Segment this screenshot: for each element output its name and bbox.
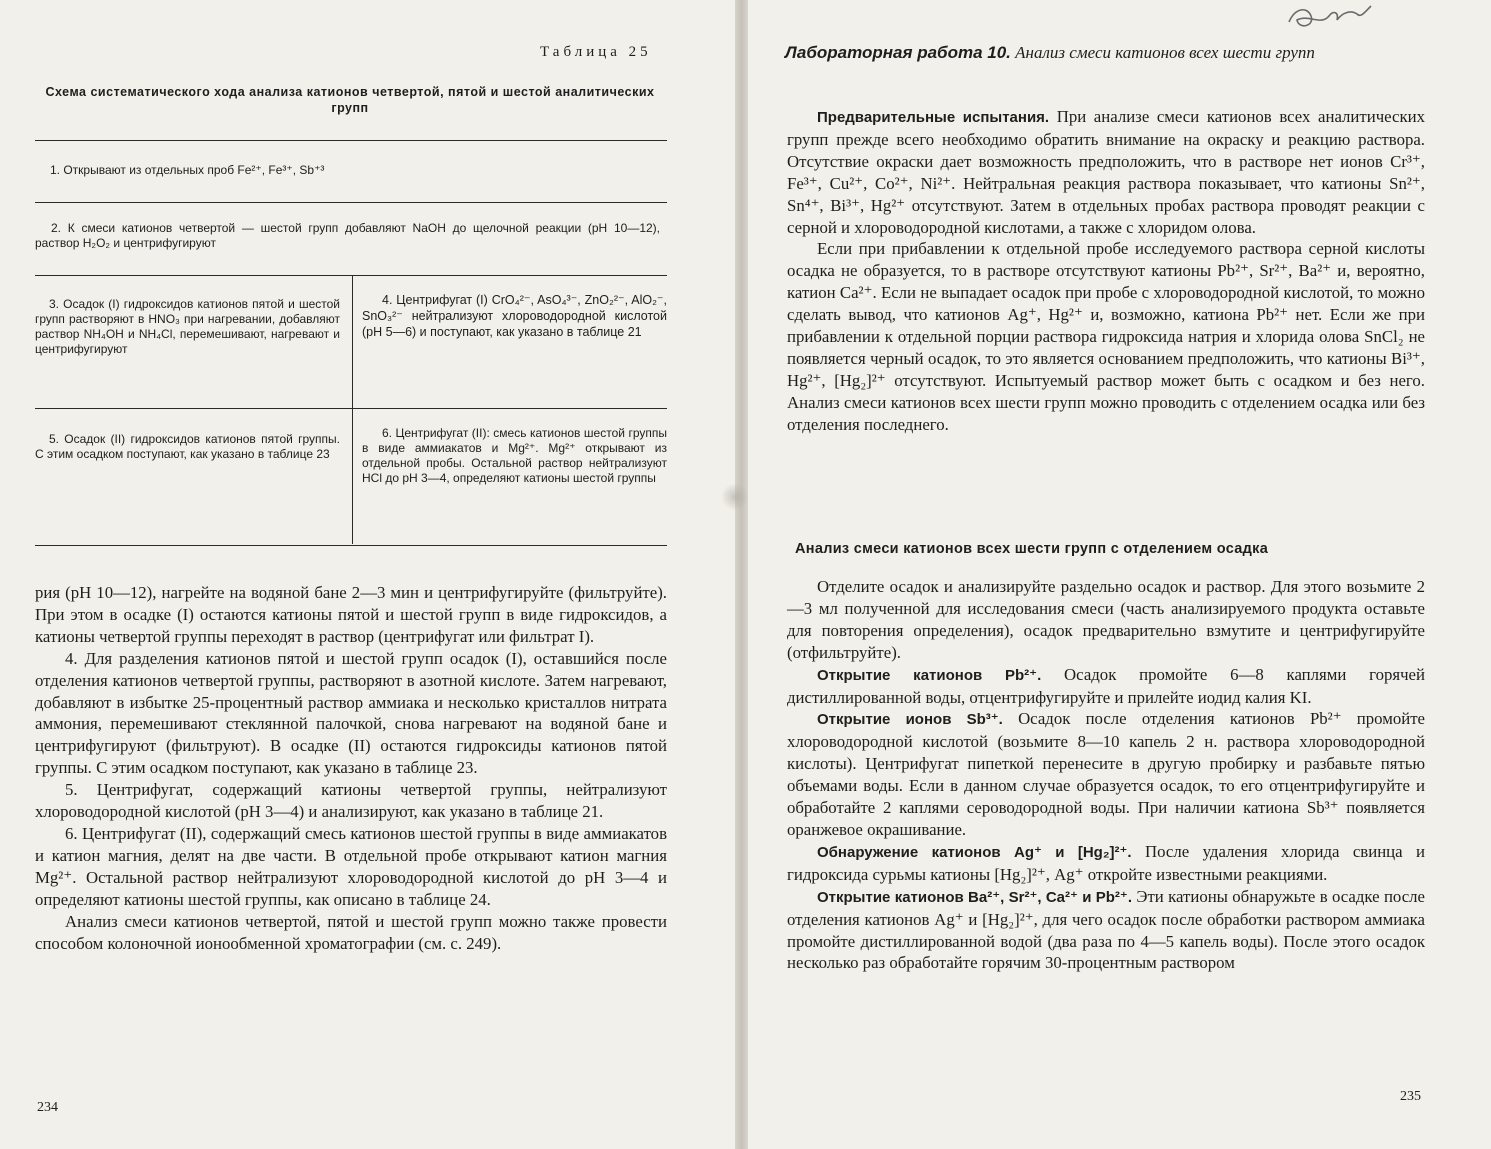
page-number-right: 235 (1400, 1089, 1421, 1104)
table-step-4: 4. Центрифугат (I) CrO₄²⁻, AsO₄³⁻, ZnO₂²⁻, AlO₂⁻, SnO₃²⁻ нейтрализуют хлороводородной кислотой (pH 5—6) и поступают, как указано в таблице 21 (362, 293, 667, 339)
ba-text: Эти катионы обнаружьте в осадке после отделения катионов Ag⁺ и [Hg₂]²⁺, для чего осадок после обработки раствором аммиака промойте дистиллированной водой (два раза по 4—5 капель воды). После этого осадок несколько раз обработайте горячим 30-процентным раствором (787, 886, 1425, 973)
paragraph: 5. Центрифугат, содержащий катионы четвертой группы, нейтрализуют хлороводородной кислотой (pH 3—4) и анализируют, как указано в таблице 21. (35, 780, 667, 822)
pb-label: Открытие катионов Pb²⁺. (817, 666, 1042, 684)
paper-stain (722, 482, 748, 512)
ag-text: После удаления хлорида свинца и гидроксида сурьмы катионы [Hg₂]²⁺, Ag⁺ откройте известными реакциями. (787, 841, 1425, 884)
sb-label: Открытие ионов Sb³⁺. (817, 711, 1003, 729)
table-column-divider (352, 276, 353, 408)
lab-label: Лабораторная работа 10. (785, 43, 1011, 62)
table-rule-bottom (35, 545, 667, 546)
table-step-3: 3. Осадок (I) гидроксидов катионов пятой и шестой групп растворяют в HNO₃ при нагревании, добавляют раствор NH₄OH и NH₄Cl, перемешивают, нагревают и центрифугируют (35, 297, 340, 356)
paragraph: 4. Для разделения катионов пятой и шестой групп осадок (I), оставшийся после отделения катионов четвертой группы, растворяют в азотной кислоте. Затем нагревают, добавляют в избытке 25-процентный раствор аммиака и несколько кристаллов нитрата аммония, перемешивают стеклянной палочкой, снова нагревают на водяной бане и центрифугируют (фильтруют). В осадке (II) остаются гидроксиды катионов пятой группы. С этим осадком поступают, как указано в таблице 23. (35, 648, 667, 778)
table-step-1: 1. Открывают из отдельных проб Fe²⁺, Fe³⁺, Sb⁺³ (50, 163, 325, 177)
table-rule-top (35, 140, 667, 141)
paragraph: Если при прибавлении к отдельной пробе исследуемого раствора серной кислоты осадка не образуется, то в растворе отсутствуют катионы Pb²⁺, Sr²⁺, Ba²⁺ и, вероятно, катион Ca²⁺. Если не выпадает осадок при пробе с хлороводородной кислотой, то можно сделать вывод, что катионов Ag⁺, Hg²⁺ и, возможно, катиона Pb²⁺ нет. Если же при прибавлении к отдельной порции раствора гидроксида натрия и хлорида олова SnCl₂ не появляется черный осадок, то это является основанием предположить, что катионы Bi³⁺, Hg²⁺, [Hg₂]²⁺ отсутствуют. Испытуемый раствор может быть с осадком и без него. Анализ смеси катионов всех шести групп можно проводить с отделением осадка или без отделения последнего. (787, 239, 1425, 434)
preliminary-label: Предварительные испытания. (817, 109, 1050, 126)
paragraph: рия (pH 10—12), нагрейте на водяной бане 2—3 мин и центрифугируйте (фильтруйте). При этом в осадке (I) остаются катионы пятой и шестой групп в виде гидроксидов, а катионы четвертой группы переходят в раствор (центрифугат или фильтрат I). (35, 583, 667, 646)
table-step-5: 5. Осадок (II) гидроксидов катионов пятой группы. С этим осадком поступают, как указано в таблице 23 (35, 432, 340, 461)
sb-text: Осадок после отделения катионов Pb²⁺ промойте хлороводородной кислотой (возьмите 8—10 капель 2 н. раствора хлороводородной кислоты). Центрифугат пипеткой перенесите в другую пробирку и разбавьте пятью объемами воды. Если в данном случае образуется осадок, то его отцентрифугируйте и обработайте 2 каплями сероводородной воды. При наличии катиона Sb³⁺ появляется оранжевое окрашивание. (787, 709, 1425, 839)
table-step-6: 6. Центрифугат (II): смесь катионов шестой группы в виде аммиакатов и Mg²⁺. Mg²⁺ открывают из отдельной пробы. Остальной раствор нейтрализуют HCl до pH 3—4, определяют катионы шестой группы (362, 426, 667, 485)
separation-section (787, 576, 1425, 974)
table-number: Таблица 25 (540, 44, 652, 60)
ba-label: Открытие катионов Ba²⁺, Sr²⁺, Ca²⁺ и Pb²⁺. (817, 888, 1133, 906)
paragraph: 6. Центрифугат (II), содержащий смесь катионов шестой группы в виде аммиакатов и катион магния, делят на две части. В отдельной пробе открывают катион магния Mg²⁺. Остальной раствор нейтрализуют хлороводородной кислотой до pH 3—4 и определяют катионы шестой группы, как описано в таблице 24. (35, 823, 667, 909)
lab-title (785, 42, 1425, 63)
preliminary-text: При анализе смеси катионов всех аналитических групп прежде всего необходимо обратить внимание на окраску и реакцию раствора. Отсутствие окраски дает возможность предположить, что в растворе нет ионов Cr³⁺, Fe³⁺, Cu²⁺, Co²⁺, Ni²⁺. Нейтральная реакция раствора показывает, что катионы Sn²⁺, Sn⁴⁺, Bi³⁺, Hg²⁺ отсутствуют. Затем в отдельных пробах раствора проводят реакции с серной и хлороводородной кислотами, а также с хлоридом олова. (787, 107, 1425, 237)
handwritten-signature (1285, 0, 1375, 35)
lab-heading: Анализ смеси катионов всех шести групп (1015, 43, 1315, 62)
table-step-2: 2. К смеси катионов четвертой — шестой групп добавляют NaOH до щелочной реакции (pH 10—12), раствор H₂O₂ и центрифугируют (35, 221, 660, 250)
section-heading: Анализ смеси катионов всех шести групп с отделением осадка (795, 541, 1269, 557)
table-rule (35, 202, 667, 203)
table-rule (35, 275, 667, 276)
left-body-text (35, 582, 667, 954)
table-title: Схема систематического хода анализа катионов четвертой, пятой и шестой аналитических групп (45, 85, 655, 115)
page-number-left: 234 (37, 1100, 58, 1115)
pb-text: Осадок промойте 6—8 каплями горячей дистиллированной воды, отцентрифугируйте и прилейте иодид калия KI. (787, 664, 1425, 707)
table-rule (35, 408, 667, 409)
preliminary-section (787, 106, 1425, 436)
table-column-divider (352, 409, 353, 544)
book-gutter (735, 0, 748, 1149)
ag-label: Обнаружение катионов Ag⁺ и [Hg₂]²⁺. (817, 843, 1132, 861)
paragraph: Отделите осадок и анализируйте раздельно осадок и раствор. Для этого возьмите 2—3 мл полученной для исследования смеси (часть анализируемого продукта оставьте для повторения определения), осадок предварительно взмутите и центрифугируйте (отфильтруйте). (787, 577, 1425, 662)
paragraph: Анализ смеси катионов четвертой, пятой и шестой групп можно также провести способом колоночной ионообменной хроматографии (см. с. 249). (35, 911, 667, 953)
